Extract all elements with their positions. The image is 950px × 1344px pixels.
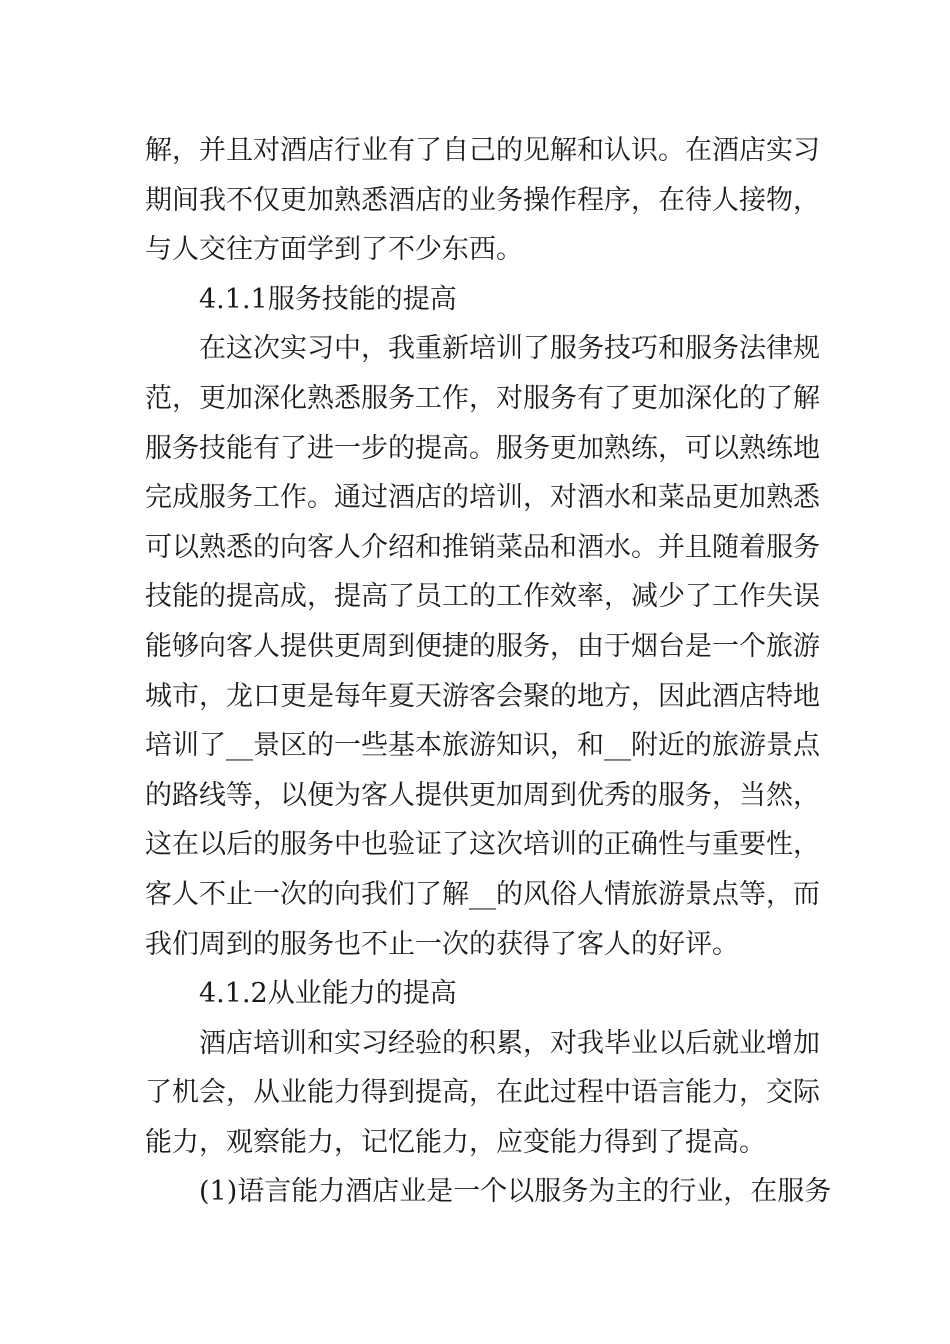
paragraph-first-line: (1)语言能力酒店业是一个以服务为主的行业，在服务 [199,1176,832,1208]
text-line: 城市，龙口更是每年夏天游客会聚的地方，因此酒店特地 [145,680,820,712]
text-line: 培训了__景区的一些基本旅游知识，和__附近的旅游景点 [145,730,820,762]
text-line: 我们周到的服务也不止一次的获得了客人的好评。 [145,928,739,960]
text-line: 这在以后的服务中也验证了这次培训的正确性与重要性， [145,829,820,861]
text-line: 解，并且对酒店行业有了自己的见解和认识。在酒店实习 [145,135,820,166]
text-line: 与人交往方面学到了不少东西。 [145,234,523,266]
text-line: 能力，观察能力，记忆能力，应变能力得到了提高。 [145,1126,766,1158]
text-line: 了机会，从业能力得到提高，在此过程中语言能力，交际 [145,1077,820,1109]
text-line: 的路线等，以便为客人提供更加周到优秀的服务，当然， [145,779,820,811]
text-line: 客人不止一次的向我们了解__的风俗人情旅游景点等，而 [145,878,820,910]
text-line: 完成服务工作。通过酒店的培训，对酒水和菜品更加熟悉 [145,482,820,514]
text-line: 服务技能有了进一步的提高。服务更加熟练，可以熟练地 [145,432,820,464]
text-line: 技能的提高成，提高了员工的工作效率，减少了工作失误 [145,581,820,613]
text-line: 能够向客人提供更周到便捷的服务，由于烟台是一个旅游 [145,630,820,662]
section-heading-4-1-2: 4.1.2从业能力的提高 [199,978,457,1010]
section-heading-4-1-1: 4.1.1服务技能的提高 [199,283,457,315]
body-text [145,126,832,1217]
text-line: 可以熟悉的向客人介绍和推销菜品和酒水。并且随着服务 [145,531,820,563]
paragraph-first-line: 酒店培训和实习经验的积累，对我毕业以后就业增加 [199,1027,820,1059]
text-line: 期间我不仅更加熟悉酒店的业务操作程序，在待人接物， [145,184,820,216]
paragraph-first-line: 在这次实习中，我重新培训了服务技巧和服务法律规 [199,333,820,365]
text-line: 范，更加深化熟悉服务工作，对服务有了更加深化的了解 [145,382,820,414]
